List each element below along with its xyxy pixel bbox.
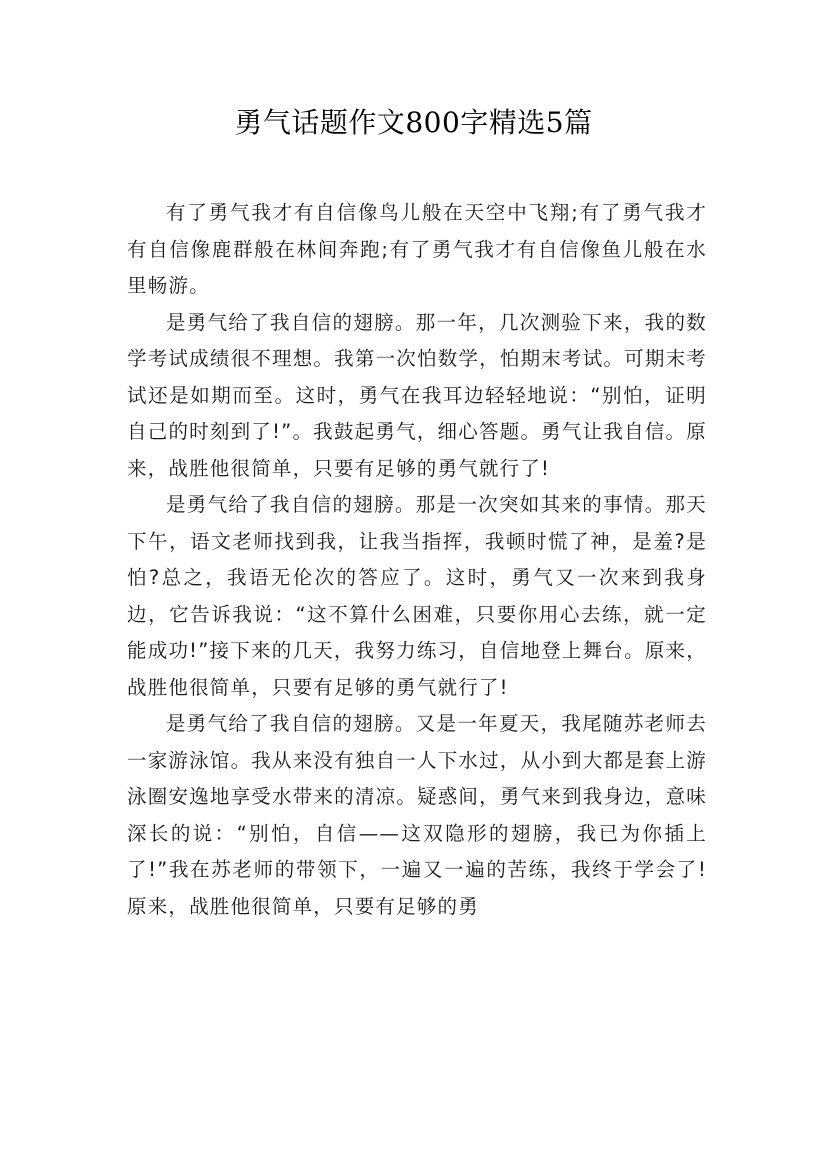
paragraph-1: 有了勇气我才有自信像鸟儿般在天空中飞翔;有了勇气我才有自信像鹿群般在林间奔跑;有了勇气我才有自信像鱼儿般在水里畅游。	[127, 201, 707, 297]
document-title: 勇气话题作文800字精选5篇	[234, 106, 593, 139]
paragraph-4: 是勇气给了我自信的翅膀。又是一年夏天，我尾随苏老师去一家游泳馆。我从来没有独自一人下水过，从小到大都是套上游泳圈安逸地享受水带来的清凉。疑惑间，勇气来到我身边，意味深长的说：“别怕，自信——这双隐形的翅膀，我已为你插上了!”我在苏老师的带领下，一遍又一遍的苦练，我终于学会了!原来，战胜他很简单，只要有足够的勇	[127, 712, 707, 918]
paragraph-2: 是勇气给了我自信的翅膀。那一年，几次测验下来，我的数学考试成绩很不理想。我第一次怕数学，怕期末考试。可期末考试还是如期而至。这时，勇气在我耳边轻轻地说：“别怕，证明自己的时刻到了!”。我鼓起勇气，细心答题。勇气让我自信。原来，战胜他很简单，只要有足够的勇气就行了!	[127, 310, 707, 480]
document-body	[127, 195, 707, 925]
paragraph-3: 是勇气给了我自信的翅膀。那是一次突如其来的事情。那天下午，语文老师找到我，让我当指挥，我顿时慌了神，是羞?是怕?总之，我语无伦次的答应了。这时，勇气又一次来到我身边，它告诉我说：“这不算什么困难，只要你用心去练，就一定能成功!”接下来的几天，我努力练习，自信地登上舞台。原来，战胜他很简单，只要有足够的勇气就行了!	[127, 493, 707, 699]
